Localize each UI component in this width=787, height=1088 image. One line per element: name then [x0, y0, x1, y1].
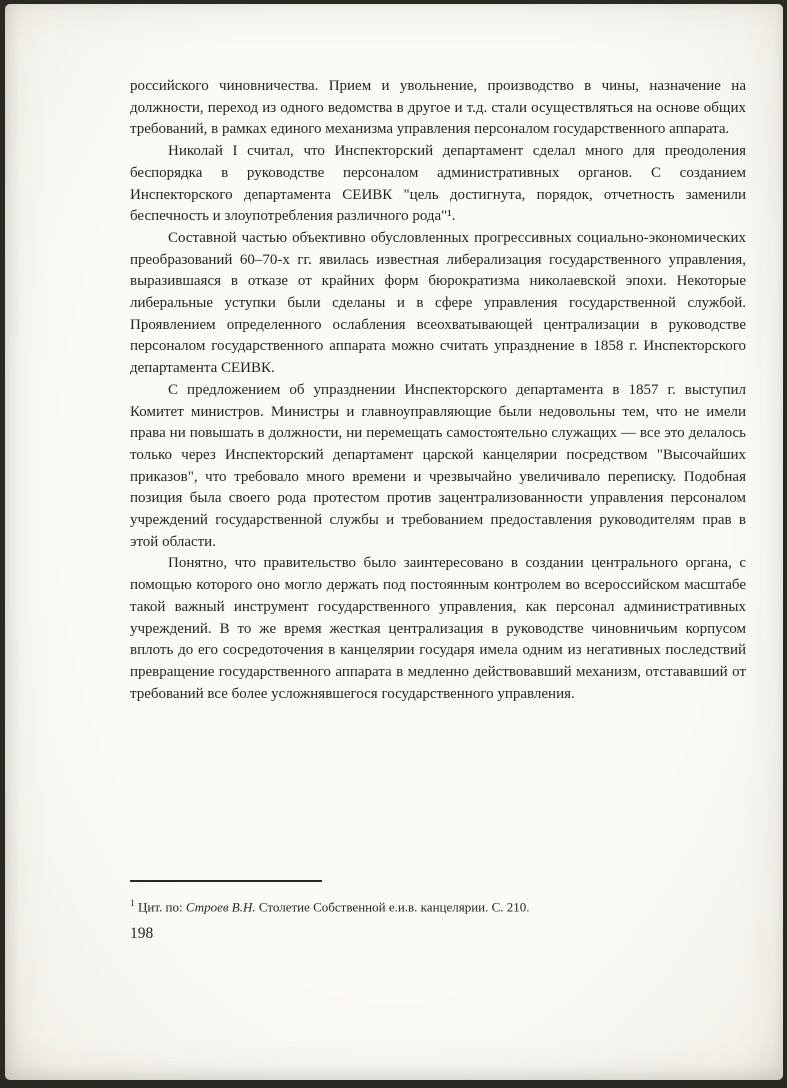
page-number: 198 [130, 925, 154, 943]
footnote-prefix: Цит. по: [134, 899, 186, 915]
scanned-page [5, 4, 783, 1080]
footnote-text: Столетие Собственной е.и.в. канцелярии. С. 210. [255, 899, 530, 915]
paragraph: Николай I считал, что Инспекторский департамент сделал много для преодоления беспорядка в руководстве персоналом административных органов. С созданием Инспекторского департамента СЕИВК "цель достигнута, порядок, отчетность заменили беспечность и злоупотребления различного рода"¹. [130, 143, 746, 225]
footnote [130, 895, 746, 916]
paragraph: Составной частью объективно обусловленных прогрессивных социально-экономических преобразований 60–70-х гг. явилась известная либерализация государственного управления, выразившаяся в отказе от крайних форм бюрократизма николаевской эпохи. Некоторые либеральные уступки были сделаны и в сфере управления государственной службой. Проявлением определенного ослабления всеохватывающей централизации в руководстве персоналом государственного аппарата можно считать упразднение в 1858 г. Инспекторского департамента СЕИВК. [130, 229, 746, 377]
page-body-text [130, 76, 746, 876]
paragraph-continuation: российского чиновничества. Прием и увольнение, производство в чины, назначение на должности, переход из одного ведомства в другое и т.д. стали осуществляться на основе общих требований, в рамках единого механизма управления персоналом государственного аппарата. [130, 78, 746, 138]
paragraph: Понятно, что правительство было заинтересовано в создании центрального органа, с помощью которого оно могло держать под постоянным контролем во всероссийском масштабе такой важный инструмент государственного управления, как персонал административных учреждений. В то же время жесткая централизация в руководстве чиновничьим корпусом вплоть до его сосредоточения в канцелярии государя имела одним из негативных последствий превращение государственного аппарата в медленно действовавший механизм, отстававший от требований все более усложнявшегося государственного управления. [130, 555, 746, 702]
paragraph: С предложением об упразднении Инспекторского департамента в 1857 г. выступил Комитет министров. Министры и главноуправляющие были недовольны тем, что не имели права ни повышать в должности, ни перемещать самостоятельно служащих — все это делалось только через Инспекторский департамент царской канцелярии посредством "Высочайших приказов", что требовало много времени и чрезвычайно увеличивало переписку. Подобная позиция была своего рода протестом против зацентрализованности управления персоналом учреждений государственной службы и требованием предоставления руководителям прав в этой области. [130, 381, 746, 550]
footnote-area [130, 880, 746, 943]
footnote-marker: 1 [130, 899, 135, 909]
footnote-author: Строев В.Н. [185, 899, 256, 915]
footnote-separator [130, 880, 322, 882]
